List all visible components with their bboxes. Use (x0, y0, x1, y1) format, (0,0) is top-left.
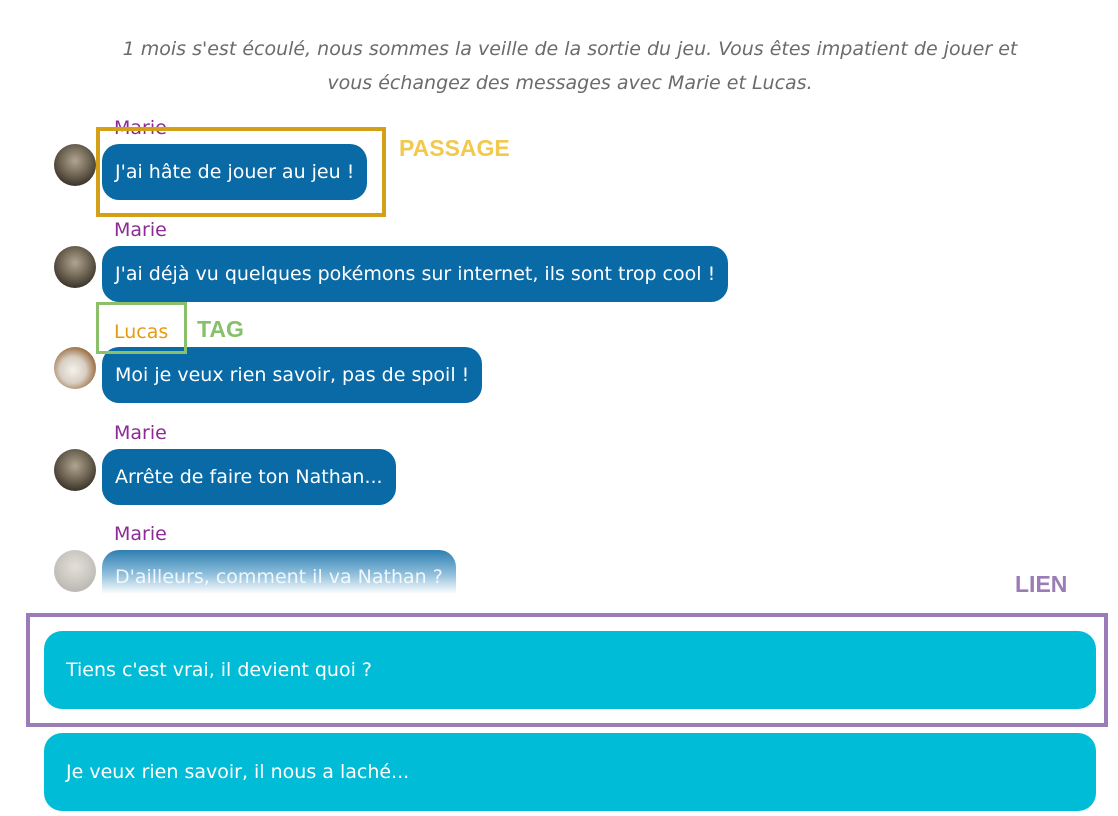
gray-cat-avatar (54, 246, 96, 288)
message-sender: Marie (114, 219, 167, 241)
intro-narration (0, 32, 1118, 100)
tag-annotation-box (96, 302, 187, 354)
lien-annotation-label: LIEN (1015, 571, 1068, 597)
message-sender: Marie (114, 117, 167, 139)
message-bubble: Arrête de faire ton Nathan... (102, 449, 396, 505)
lien-annotation-box (26, 613, 1108, 727)
passage-annotation-label: PASSAGE (399, 135, 510, 161)
gray-cat-avatar (54, 144, 96, 186)
choice-button[interactable]: Tiens c'est vrai, il devient quoi ? (44, 631, 1096, 709)
tag-annotation-label: TAG (197, 316, 244, 342)
message-bubble: Moi je veux rien savoir, pas de spoil ! (102, 347, 482, 403)
message-bubble: J'ai hâte de jouer au jeu ! (102, 144, 367, 200)
message-bubble: D'ailleurs, comment il va Nathan ? (102, 550, 456, 594)
gray-cat-avatar (54, 449, 96, 491)
passage-annotation-box (96, 127, 386, 217)
white-cat-avatar (54, 347, 96, 389)
message-sender: Lucas (114, 321, 169, 343)
gray-cat-avatar (54, 550, 96, 592)
message-bubble: J'ai déjà vu quelques pokémons sur internet, ils sont trop cool ! (102, 246, 728, 302)
intro-line-1: 1 mois s'est écoulé, nous sommes la veille de la sortie du jeu. Vous êtes impatient de jouer et (122, 38, 1018, 60)
choice-button[interactable]: Je veux rien savoir, il nous a laché... (44, 733, 1096, 811)
message-sender: Marie (114, 422, 167, 444)
message-sender: Marie (114, 523, 167, 545)
intro-line-2: vous échangez des messages avec Marie et Lucas. (327, 72, 813, 94)
